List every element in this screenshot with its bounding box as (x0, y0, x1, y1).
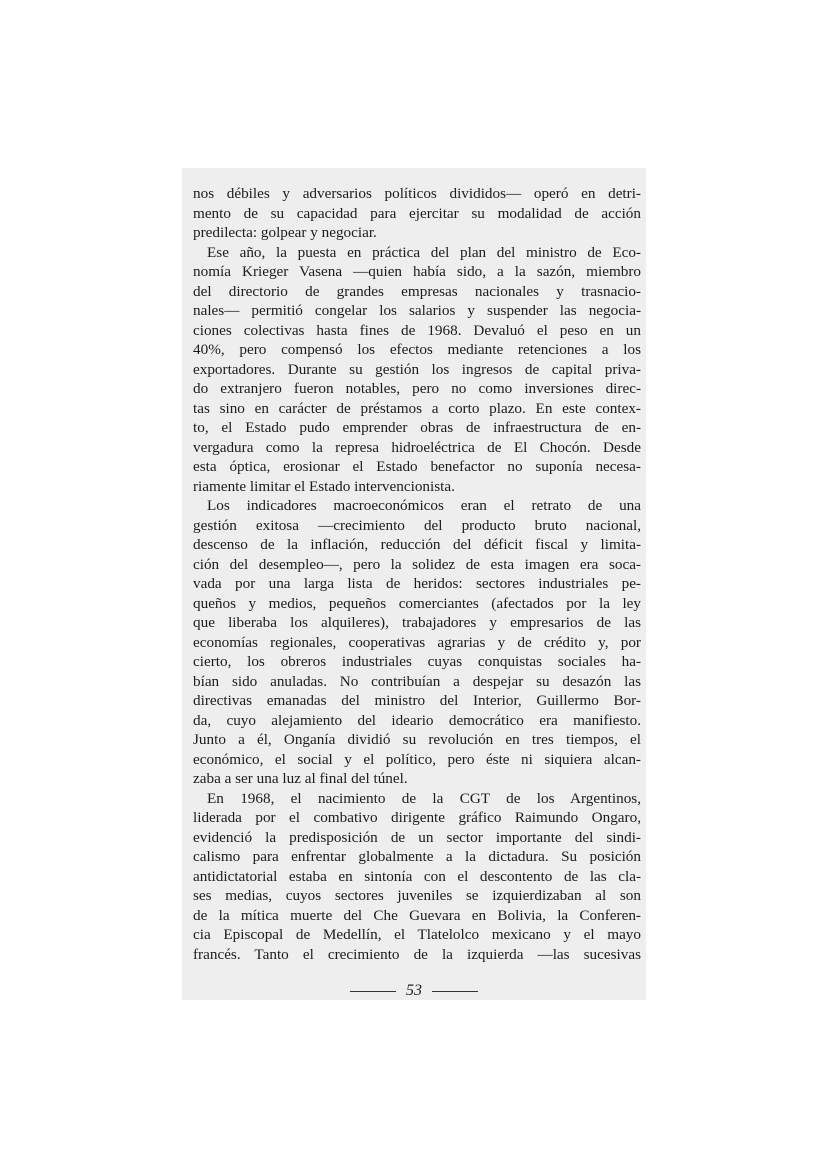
text-line: gestión exitosa —crecimiento del producto bruto nacional, (193, 516, 641, 534)
text-line: económico, el social y el político, pero éste ni siquiera alcan- (193, 750, 641, 768)
page-number: 53 (406, 982, 422, 999)
text-line: economías regionales, cooperativas agrarias y de crédito y, por (193, 633, 641, 651)
text-line: Junto a él, Onganía dividió su revolución en tres tiempos, el (193, 731, 641, 748)
text-line: nomía Krieger Vasena —quien había sido, a la sazón, miembro (193, 263, 641, 280)
text-line: En 1968, el nacimiento de la CGT de los Argentinos, (207, 789, 641, 807)
text-line: Ese año, la puesta en práctica del plan del ministro de Eco- (207, 243, 641, 261)
text-line: de la mítica muerte del Che Guevara en Bolivia, la Conferen- (193, 906, 641, 924)
page-footer (182, 980, 646, 1000)
text-line: vada por una larga lista de heridos: sectores industriales pe- (193, 575, 641, 592)
footer-rule-right (432, 991, 478, 992)
footer-rule-left (350, 991, 396, 992)
text-line: to, el Estado pudo emprender obras de infraestructura de en- (193, 419, 641, 436)
text-line: mento de su capacidad para ejercitar su modalidad de acción (193, 204, 641, 222)
text-line: exportadores. Durante su gestión los ingresos de capital priva- (193, 360, 641, 378)
text-line: do extranjero fueron notables, pero no como inversiones direc- (193, 380, 641, 397)
text-line: francés. Tanto el crecimiento de la izquierda —las sucesivas (193, 945, 641, 963)
text-line: da, cuyo alejamiento del ideario democrático era manifiesto. (193, 711, 641, 729)
text-line: nos débiles y adversarios políticos divididos— operó en detri- (193, 185, 641, 202)
text-line: liderada por el combativo dirigente gráfico Raimundo Ongaro, (193, 809, 641, 826)
text-line: nales— permitió congelar los salarios y suspender las negocia- (193, 302, 641, 319)
text-line: directivas emanadas del ministro del Interior, Guillermo Bor- (193, 692, 641, 709)
text-line: descenso de la inflación, reducción del déficit fiscal y limita- (193, 536, 641, 553)
text-line: riamente limitar el Estado intervencionista. (193, 477, 455, 495)
text-line: cia Episcopal de Medellín, el Tlatelolco mexicano y el mayo (193, 926, 641, 943)
scanned-page (182, 168, 646, 1000)
text-line: calismo para enfrentar globalmente a la dictadura. Su posición (193, 848, 641, 865)
text-line: bían sido anuladas. No contribuían a despejar su desazón las (193, 672, 641, 690)
text-line: del directorio de grandes empresas nacionales y trasnacio- (193, 282, 641, 300)
body-text (193, 184, 641, 964)
text-line: predilecta: golpear y negociar. (193, 224, 377, 241)
text-line: esta óptica, erosionar el Estado benefactor no suponía necesa- (193, 458, 641, 475)
text-line: ses medias, cuyos sectores juveniles se izquierdizaban al son (193, 887, 641, 904)
text-line: zaba a ser una luz al final del túnel. (193, 770, 408, 787)
text-line: antidictatorial estaba en sintonía con el descontento de las cla- (193, 867, 641, 885)
text-line: 40%, pero compensó los efectos mediante retenciones a los (193, 341, 641, 358)
text-line: vergadura como la represa hidroeléctrica de El Chocón. Desde (193, 438, 641, 456)
text-line: evidenció la predisposición de un sector importante del sindi- (193, 828, 641, 846)
text-line: tas sino en carácter de préstamos a corto plazo. En este contex- (193, 399, 641, 417)
text-line: ción del desempleo—, pero la solidez de esta imagen era soca- (193, 555, 641, 573)
text-line: que liberaba los alquileres), trabajadores y empresarios de las (193, 614, 641, 631)
text-line: Los indicadores macroeconómicos eran el retrato de una (207, 497, 641, 514)
text-line: queños y medios, pequeños comerciantes (afectados por la ley (193, 594, 641, 612)
text-line: ciones colectivas hasta fines de 1968. Devaluó el peso en un (193, 321, 641, 339)
text-line: cierto, los obreros industriales cuyas conquistas sociales ha- (193, 653, 641, 670)
